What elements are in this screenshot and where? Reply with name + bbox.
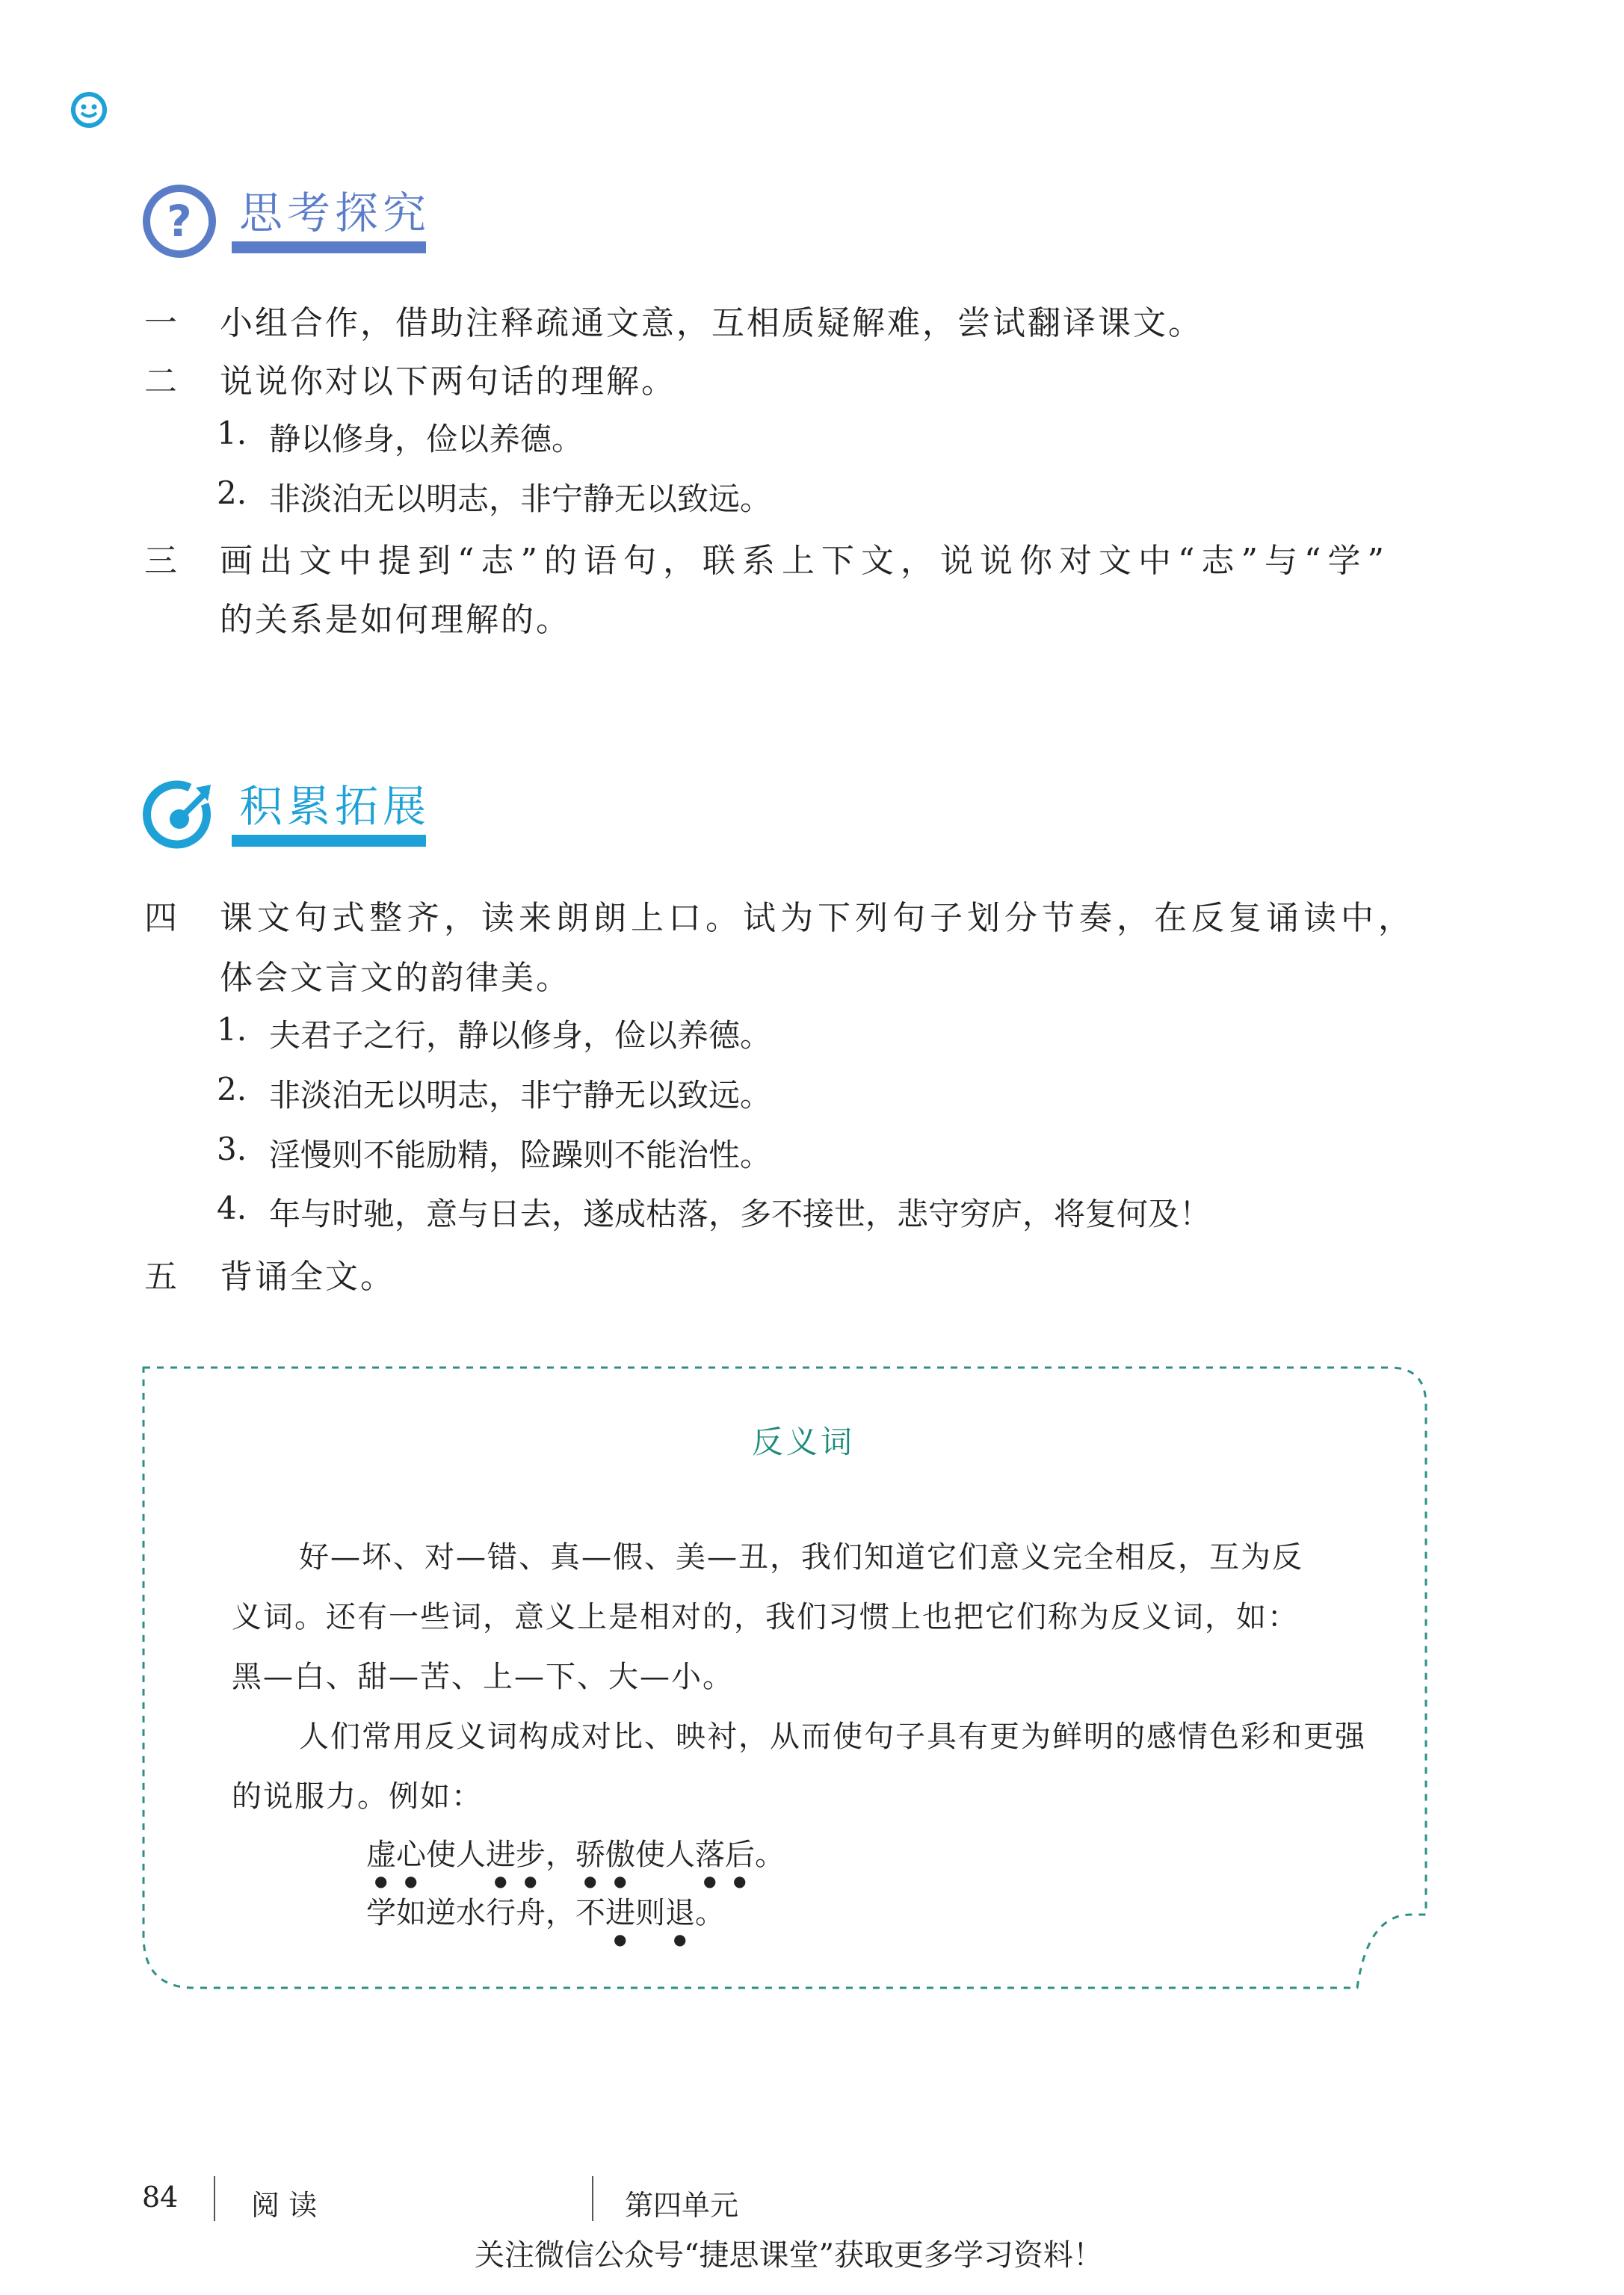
question-number: 五 xyxy=(144,1258,177,1296)
footer-section: 阅 读 xyxy=(251,2189,318,2222)
list-item: 静以修身，俭以养德。 xyxy=(269,421,584,457)
question-text: 课文句式整齐，读来朗朗上口。试为下列句子划分节奏，在反复诵读中， xyxy=(220,899,1415,937)
emphasized-word: 进步 xyxy=(486,1838,546,1872)
list-item-number: 4. xyxy=(217,1190,247,1226)
question-text: 小组合作，借助注释疏通文意，互相质疑解难，尝试翻译课文。 xyxy=(220,304,1203,342)
box-paragraph-line: 好—坏、对—错、真—假、美—丑，我们知道它们意义完全相反，互为反 xyxy=(299,1540,1303,1575)
list-item-number: 1. xyxy=(217,1011,247,1048)
list-item: 年与时驰，意与日去，遂成枯落，多不接世，悲守穷庐，将复何及！ xyxy=(269,1196,1211,1232)
list-item: 淫慢则不能励精，险躁则不能治性。 xyxy=(269,1137,772,1173)
section-title-think: 思考探究 xyxy=(239,188,431,238)
question-number: 四 xyxy=(144,899,177,937)
example-sentence: 虚心使人进步，骄傲使人落后。 xyxy=(366,1838,785,1872)
question-number: 一 xyxy=(144,304,177,342)
emphasized-word: 进 xyxy=(605,1896,635,1930)
question-text-cont: 体会文言文的韵律美。 xyxy=(220,959,571,997)
question-text: 说说你对以下两句话的理解。 xyxy=(220,362,676,401)
list-item-number: 2. xyxy=(217,1071,247,1108)
box-paragraph-line: 人们常用反义词构成对比、映衬，从而使句子具有更为鲜明的感情色彩和更强 xyxy=(299,1720,1366,1754)
section-title-extend: 积累拓展 xyxy=(239,781,431,832)
question-number: 二 xyxy=(144,362,177,401)
list-item-number: 2. xyxy=(217,475,247,511)
smiley-icon xyxy=(70,91,108,129)
section-underline xyxy=(232,241,426,253)
footer-unit: 第四单元 xyxy=(625,2189,739,2222)
target-arrow-icon xyxy=(141,777,218,855)
example-sentence: 学如逆水行舟，不进则退。 xyxy=(366,1896,725,1930)
list-item-number: 3. xyxy=(217,1131,247,1167)
emphasized-word: 落后 xyxy=(695,1838,755,1872)
footer-divider xyxy=(214,2176,215,2221)
question-text: 背诵全文。 xyxy=(220,1258,395,1296)
question-text: 画出文中提到“志”的语句，联系上下文，说说你对文中“志”与“学” xyxy=(220,542,1391,580)
list-item: 非淡泊无以明志，非宁静无以致远。 xyxy=(269,1077,772,1113)
box-title: 反义词 xyxy=(752,1424,856,1460)
list-item-number: 1. xyxy=(217,415,247,451)
svg-text:?: ? xyxy=(167,196,192,247)
list-item: 夫君子之行，静以修身，俭以养德。 xyxy=(269,1017,772,1054)
question-number: 三 xyxy=(144,542,177,580)
box-paragraph-line: 的说服力。例如： xyxy=(232,1779,483,1814)
page-number: 84 xyxy=(142,2181,179,2214)
emphasized-word: 退 xyxy=(665,1896,695,1930)
list-item: 非淡泊无以明志，非宁静无以致远。 xyxy=(269,481,772,517)
footer-divider xyxy=(592,2176,593,2221)
emphasized-word: 虚心 xyxy=(366,1838,426,1872)
box-paragraph-line: 黑—白、甜—苦、上—下、大—小。 xyxy=(232,1660,734,1694)
question-icon xyxy=(141,182,218,260)
section-underline xyxy=(232,835,426,847)
question-text-cont: 的关系是如何理解的。 xyxy=(220,601,571,639)
footer-watermark: 关注微信公众号“捷思课堂”获取更多学习资料！ xyxy=(475,2238,1103,2273)
emphasized-word: 骄傲 xyxy=(575,1838,635,1872)
box-paragraph-line: 义词。还有一些词，意义上是相对的，我们习惯上也把它们称为反义词，如： xyxy=(232,1600,1299,1634)
